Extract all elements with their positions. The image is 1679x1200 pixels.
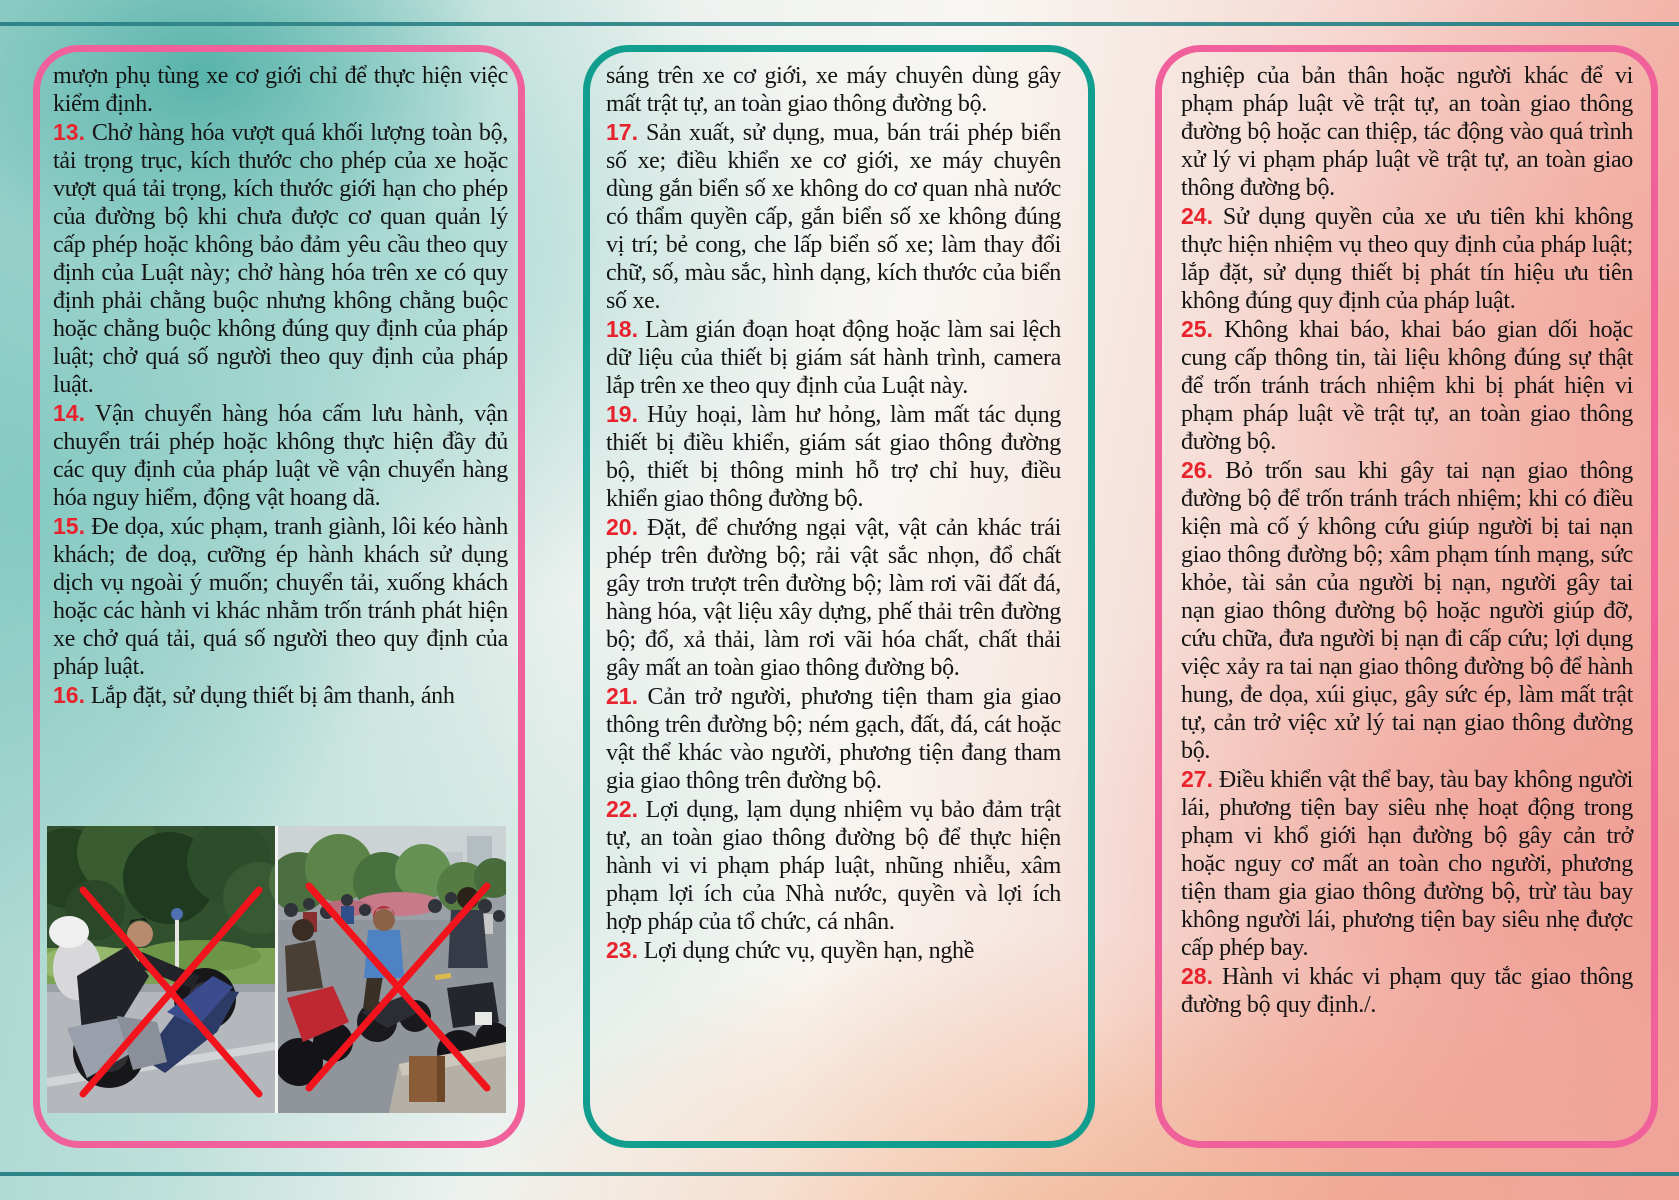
item-text: Hủy hoại, làm hư hỏng, làm mất tác dụng thiết bị điều khiển, giám sát giao thông đường bộ, thiết bị thông minh hỗ trợ chỉ huy, điều khiển giao thông đường bộ. (606, 402, 1061, 512)
item-text: Điều khiển vật thể bay, tàu bay không người lái, phương tiện bay siêu nhẹ hoạt động trong phạm vi khổ giới hạn đường bộ gây cản trở hoặc nguy cơ mất an toàn cho người, phương tiện tham gia giao thông đường bộ, trừ tàu bay không người lái, phương tiện bay siêu nhẹ được cấp phép bay. (1181, 767, 1634, 961)
item-number: 18. (606, 316, 638, 342)
numbered-item-21 (606, 682, 1061, 795)
item-text: mượn phụ tùng xe cơ giới chỉ để thực hiện việc kiểm định. (53, 63, 508, 117)
item-number: 27. (1181, 766, 1213, 792)
top-divider-line (0, 22, 1679, 26)
paragraph-continuation (606, 61, 1061, 118)
numbered-item-22 (606, 795, 1061, 936)
item-text: Chở hàng hóa vượt quá khối lượng toàn bộ, tải trọng trục, kích thước cho phép của xe hoặc vượt quá tải trọng, kích thước giới hạn cho phép của đường bộ khi chưa được cơ quan quản lý cấp phép hoặc không bảo đảm yêu cầu theo quy định của Luật này; chở hàng hóa trên xe có quy định phải chằng buộc nhưng không chằng buộc hoặc chằng buộc không đúng quy định của pháp luật; chở quá số người theo quy định của pháp luật. (53, 120, 508, 398)
numbered-item-18 (606, 315, 1061, 400)
photo-wheelie-stunt (47, 826, 295, 1113)
item-number: 26. (1181, 457, 1213, 483)
item-number: 28. (1181, 963, 1213, 989)
item-number: 16. (53, 682, 85, 708)
numbered-item-27 (1181, 765, 1633, 962)
panel-left (33, 45, 525, 1148)
crossed-out-motorbike-racing-photo (47, 826, 506, 1113)
panel-right (1155, 45, 1658, 1148)
numbered-item-19 (606, 400, 1061, 513)
column-right-text (1181, 61, 1633, 1019)
numbered-item-20 (606, 513, 1061, 682)
numbered-item-14 (53, 399, 508, 512)
paragraph-continuation (1181, 61, 1633, 202)
numbered-item-16 (53, 681, 508, 710)
numbered-item-25 (1181, 315, 1633, 456)
item-text: Lợi dụng, lạm dụng nhiệm vụ bảo đảm trật tự, an toàn giao thông đường bộ để thực hiện hành vi vi phạm pháp luật, nhũng nhiễu, xâm phạm lợi ích của Nhà nước, quyền và lợi ích hợp pháp của tổ chức, cá nhân. (606, 797, 1062, 935)
bottom-divider-line (0, 1172, 1679, 1176)
item-text: Đe dọa, xúc phạm, tranh giành, lôi kéo hành khách; đe doạ, cưỡng ép hành khách sử dụng dịch vụ ngoài ý muốn; chuyển tải, xuống khách hoặc các hành vi khác nhằm trốn tránh phát hiện xe chở quá tải, quá số người theo quy định của pháp luật. (53, 514, 509, 680)
numbered-item-15 (53, 512, 508, 681)
numbered-item-26 (1181, 456, 1633, 765)
item-text: Làm gián đoạn hoạt động hoặc làm sai lệch dữ liệu của thiết bị giám sát hành trình, camera lắp trên xe theo quy định của Luật này. (606, 317, 1062, 399)
item-text: nghiệp của bản thân hoặc người khác để vi phạm pháp luật về trật tự, an toàn giao thông đường bộ hoặc can thiệp, tác động vào quá trình xử lý vi phạm pháp luật về trật tự, an toàn giao thông đường bộ. (1181, 63, 1633, 201)
item-text: Không khai báo, khai báo gian dối hoặc cung cấp thông tin, tài liệu không đúng sự thật để trốn tránh trách nhiệm khi bị phát hiện vi phạm pháp luật về trật tự, an toàn giao thông đường bộ. (1181, 317, 1633, 455)
item-number: 17. (606, 119, 638, 145)
item-text: Sử dụng quyền của xe ưu tiên khi không thực hiện nhiệm vụ theo quy định của pháp luật; lắp đặt, sử dụng thiết bị phát tín hiệu ưu tiên không đúng quy định của pháp luật. (1181, 204, 1634, 314)
panel-middle (583, 45, 1095, 1148)
numbered-item-28 (1181, 962, 1633, 1019)
item-number: 25. (1181, 316, 1213, 342)
item-number: 19. (606, 401, 638, 427)
item-text: Lắp đặt, sử dụng thiết bị âm thanh, ánh (90, 683, 455, 709)
item-text: Vận chuyển hàng hóa cấm lưu hành, vận chuyển trái phép hoặc không thực hiện đầy đủ các quy định của pháp luật về vận chuyển hàng hóa nguy hiểm, động vật hoang dã. (53, 401, 508, 511)
item-number: 14. (53, 400, 85, 426)
numbered-item-17 (606, 118, 1061, 315)
numbered-item-23 (606, 936, 1061, 965)
item-number: 20. (606, 514, 638, 540)
paragraph-continuation (53, 61, 508, 118)
item-text: Sản xuất, sử dụng, mua, bán trái phép biển số xe; điều khiển xe cơ giới, xe máy chuyên dùng gắn biển số xe không do cơ quan nhà nước có thẩm quyền cấp, gắn biển số xe không đúng vị trí; bẻ cong, che lấp biển số xe; làm thay đổi chữ, số, màu sắc, hình dạng, kích thước của biển số xe. (606, 120, 1062, 314)
item-text: Lợi dụng chức vụ, quyền hạn, nghề (643, 938, 975, 964)
item-text: sáng trên xe cơ giới, xe máy chuyên dùng gây mất trật tự, an toàn giao thông đường bộ. (606, 63, 1061, 117)
item-text: Cản trở người, phương tiện tham gia giao thông trên đường bộ; ném gạch, đất, đá, cát hoặc vật thể khác vào người, phương tiện đang tham gia giao thông trên đường bộ. (606, 684, 1061, 794)
item-number: 24. (1181, 203, 1213, 229)
item-text: Đặt, để chướng ngại vật, vật cản khác trái phép trên đường bộ; rải vật sắc nhọn, đổ chất gây trơn trượt trên đường bộ; làm rơi vãi đất đá, hàng hóa, vật liệu xây dựng, phế thải trên đường bộ; đổ, xả thải, làm rơi vãi hóa chất, chất thải gây mất an toàn giao thông đường bộ. (606, 515, 1062, 681)
item-number: 15. (53, 513, 85, 539)
column-left-text (53, 61, 508, 710)
column-middle-text (606, 61, 1061, 965)
photo-street-racing (269, 826, 506, 1113)
item-text: Hành vi khác vi phạm quy tắc giao thông đường bộ quy định./. (1181, 964, 1633, 1018)
item-number: 22. (606, 796, 638, 822)
numbered-item-13 (53, 118, 508, 399)
photo-divider (275, 826, 278, 1113)
item-text: Bỏ trốn sau khi gây tai nạn giao thông đường bộ để trốn tránh trách nhiệm; khi có điều kiện mà cố ý không cứu giúp người bị tai nạn giao thông đường bộ; xâm phạm tính mạng, sức khỏe, tài sản của người bị nạn, người gây tai nạn giao thông đường bộ hoặc người giúp đỡ, cứu chữa, đưa người bị nạn đi cấp cứu; lợi dụng việc xảy ra tai nạn giao thông đường bộ để hành hung, đe dọa, xúi giục, gây sức ép, làm mất trật tự, cản trở việc xử lý tai nạn giao thông đường bộ. (1181, 458, 1634, 764)
item-number: 23. (606, 937, 638, 963)
numbered-item-24 (1181, 202, 1633, 315)
item-number: 13. (53, 119, 85, 145)
item-number: 21. (606, 683, 638, 709)
